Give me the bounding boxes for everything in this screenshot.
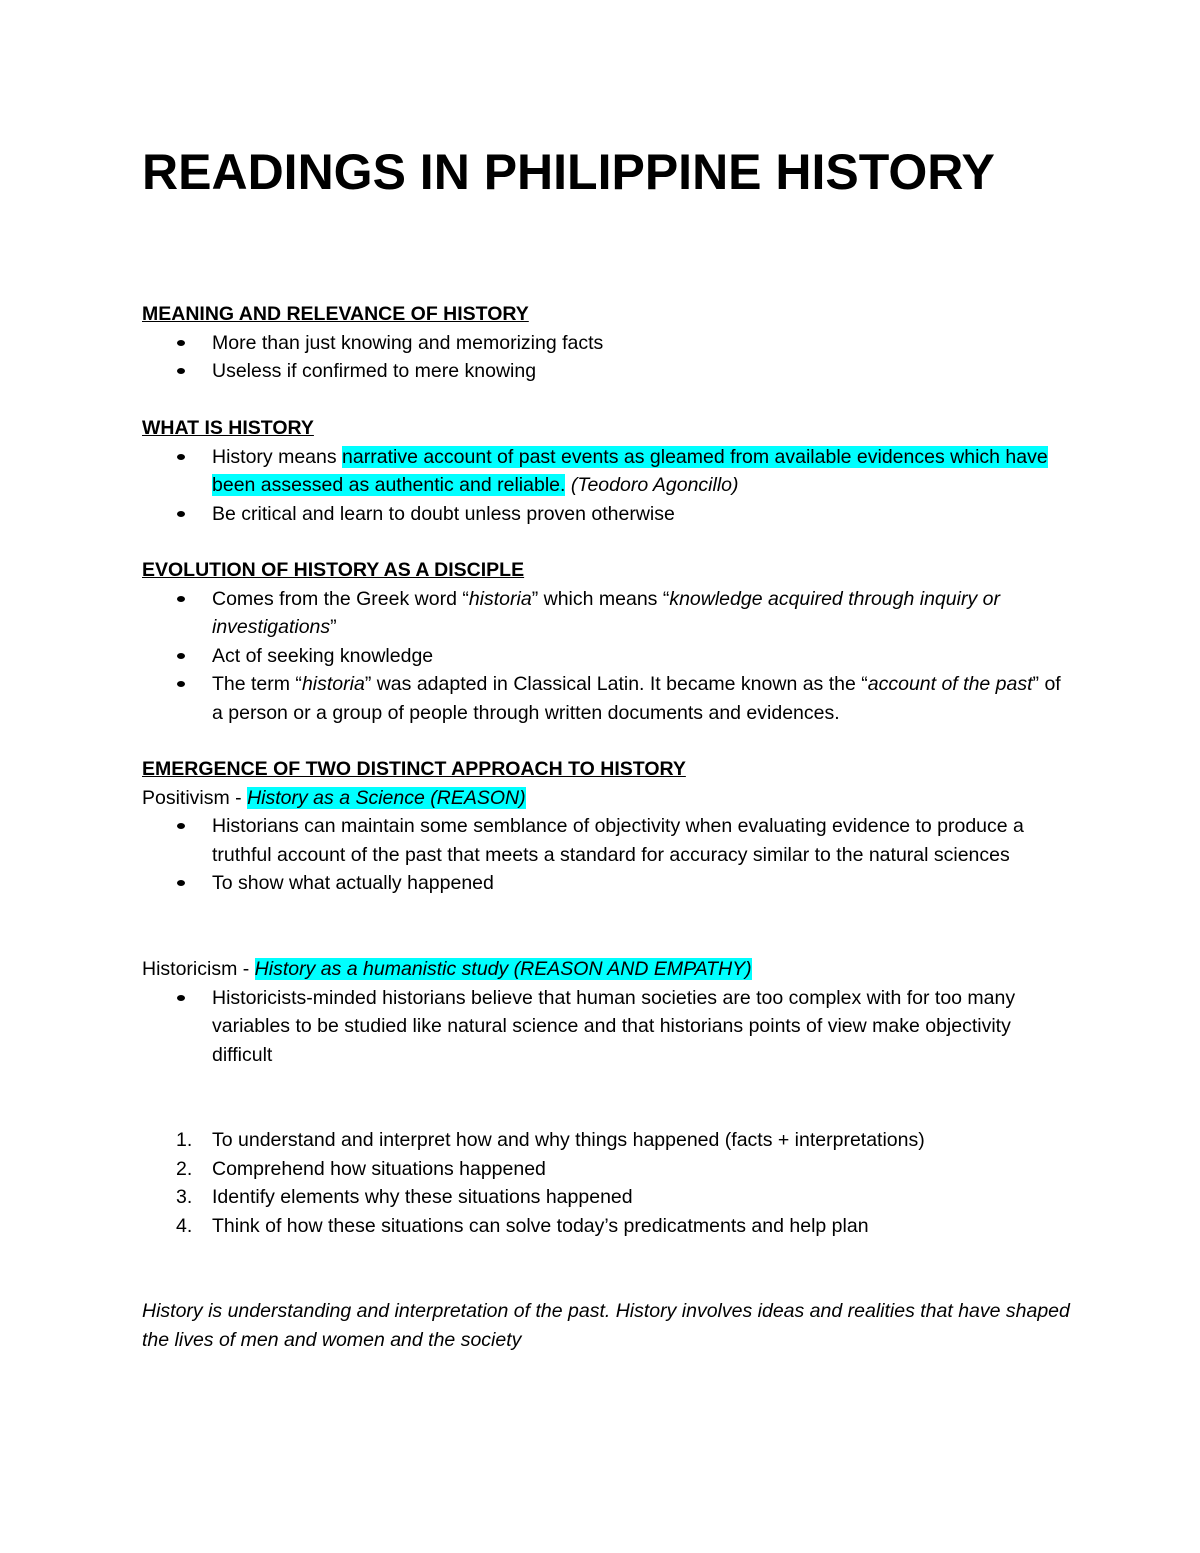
item-text: History means [212, 445, 343, 468]
list-item [142, 1183, 1072, 1212]
historicism-line [142, 955, 1072, 984]
list-item: More than just knowing and memorizing facts [142, 329, 1072, 358]
list-number: 3. [176, 1186, 193, 1208]
document-title: READINGS IN PHILIPPINE HISTORY [142, 144, 995, 200]
section-emergence [142, 755, 1072, 898]
item-text: To understand and interpret how and why things happened (facts + interpretations) [212, 1129, 925, 1151]
item-text: Comes from the Greek word “ [212, 587, 469, 610]
positivism-line [142, 784, 1072, 813]
bullet-list [142, 585, 1072, 728]
section-meaning [142, 300, 1072, 386]
item-text: ” which means “ [531, 587, 670, 610]
section-heading: MEANING AND RELEVANCE OF HISTORY [142, 303, 529, 325]
list-number: 1. [176, 1129, 193, 1151]
list-item [142, 1155, 1072, 1184]
bullet-list [142, 812, 1072, 898]
list-item: Be critical and learn to doubt unless proven otherwise [142, 500, 1072, 529]
numbered-list [142, 1126, 1072, 1240]
list-item [142, 1212, 1072, 1241]
highlighted-approach: History as a humanistic study (REASON AND EMPATHY) [254, 958, 752, 980]
list-item [142, 1126, 1072, 1155]
list-item [142, 443, 1072, 500]
list-item: To show what actually happened [142, 869, 1072, 898]
bullet-list [142, 984, 1072, 1070]
item-text: ” was adapted in Classical Latin. It became known as the “ [364, 673, 868, 695]
section-historicism [142, 955, 1072, 1069]
item-text: ” of a person or a group of people through written documents and evidences. [212, 673, 1061, 724]
list-item [142, 585, 1072, 642]
list-number: 2. [176, 1157, 193, 1180]
italic-term: account of the past [867, 673, 1033, 695]
list-item [142, 670, 1072, 727]
list-number: 4. [176, 1214, 193, 1237]
item-text: The term “ [212, 673, 302, 695]
section-evolution [142, 556, 1072, 727]
list-item: Act of seeking knowledge [142, 642, 1072, 671]
list-item: Historians can maintain some semblance of objectivity when evaluating evidence to produce a truthful account of the past that meets a standard for accuracy similar to the natural sciences [142, 812, 1072, 869]
item-text: Comprehend how situations happened [212, 1157, 546, 1180]
section-heading: EMERGENCE OF TWO DISTINCT APPROACH TO HISTORY [142, 758, 686, 780]
italic-term: historia [301, 673, 365, 695]
section-numbered [142, 1126, 1072, 1240]
approach-label: Positivism - [142, 786, 248, 809]
section-what-is-history [142, 414, 1072, 528]
item-text: ” [330, 616, 337, 638]
citation: (Teodoro Agoncillo) [565, 474, 739, 496]
bullet-list [142, 329, 1072, 386]
italic-term: historia [468, 587, 532, 610]
bullet-list [142, 443, 1072, 529]
italic-term: knowledge acquired through inquiry or investigations [212, 587, 1000, 638]
closing-statement: History is understanding and interpretation of the past. History involves ideas and realities that have shaped the lives of men and women and the society [142, 1300, 1070, 1351]
item-text: Identify elements why these situations happened [212, 1186, 633, 1208]
section-heading: EVOLUTION OF HISTORY AS A DISCIPLE [142, 559, 525, 581]
highlighted-approach: History as a Science (REASON) [247, 786, 526, 809]
list-item: Useless if confirmed to mere knowing [142, 357, 1072, 386]
section-heading: WHAT IS HISTORY [142, 417, 314, 439]
list-item: Historicists-minded historians believe that human societies are too complex with for too many variables to be studied like natural science and that historians points of view make objectivity difficult [142, 984, 1072, 1070]
approach-label: Historicism - [142, 958, 255, 980]
highlighted-definition: narrative account of past events as gleamed from available evidences which have been assessed as authentic and reliable. [212, 445, 1048, 496]
item-text: Think of how these situations can solve today’s predicatments and help plan [212, 1214, 869, 1237]
